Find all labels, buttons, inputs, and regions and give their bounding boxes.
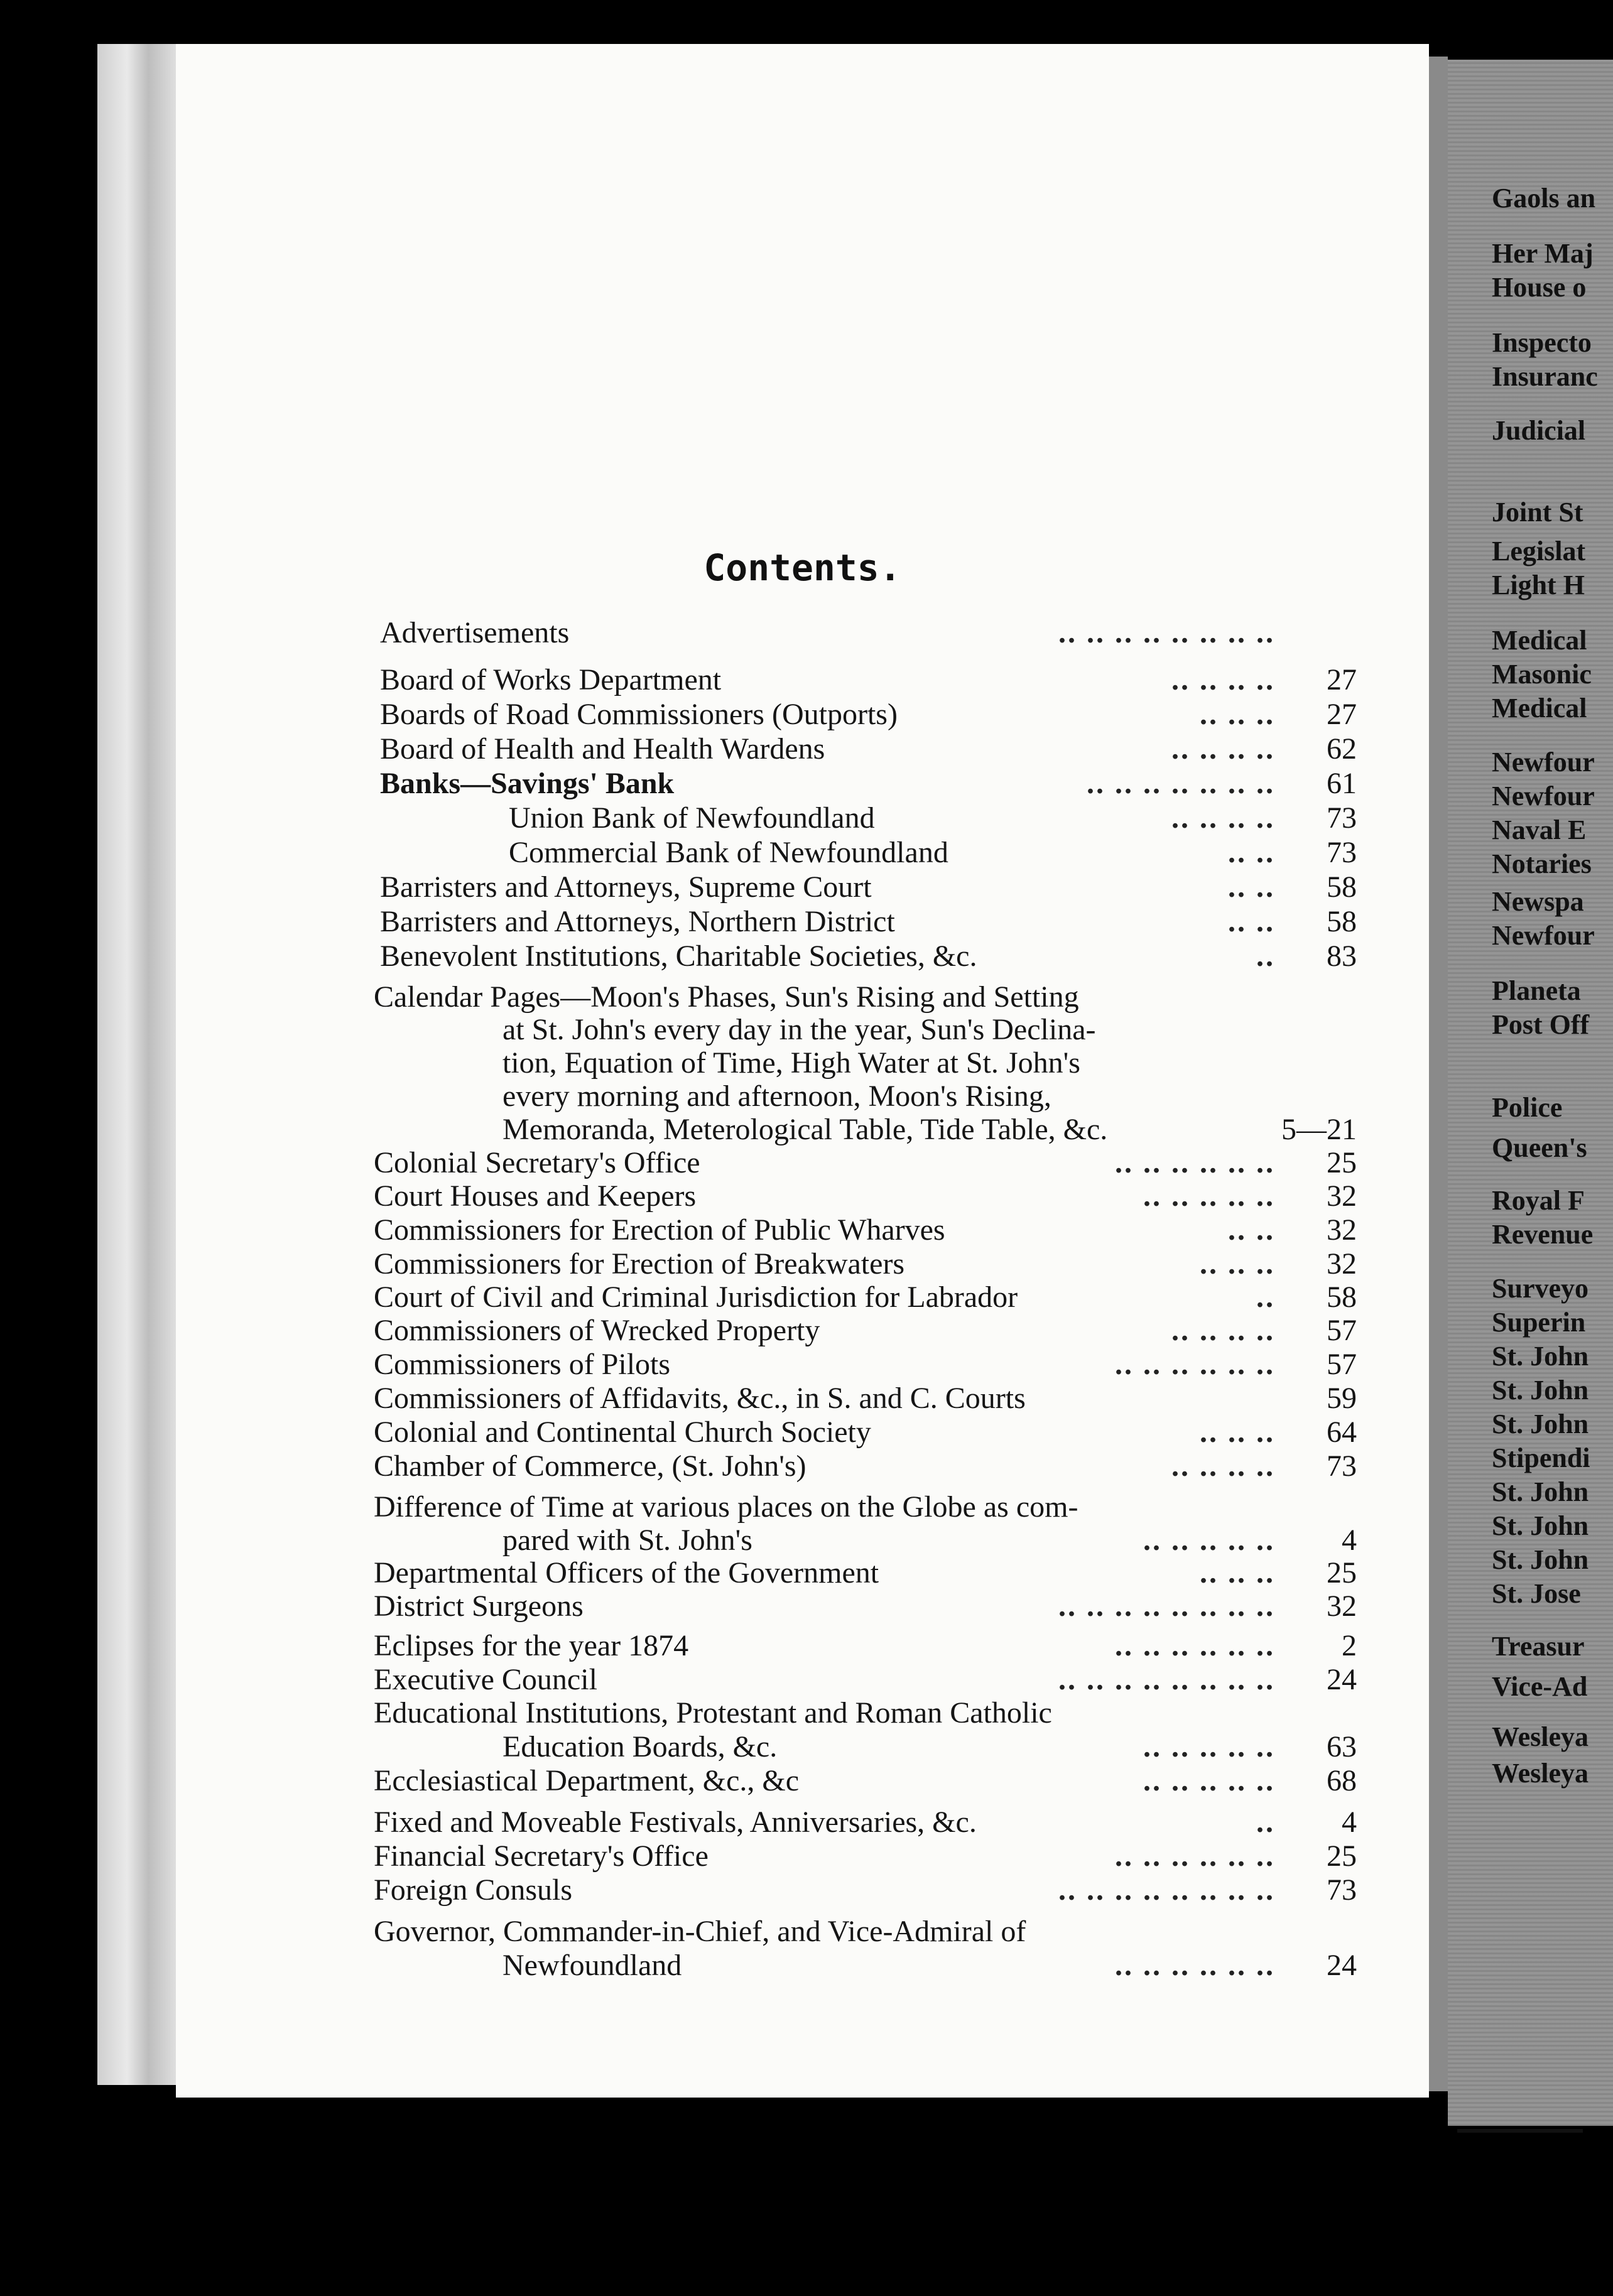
toc-page-number: 24 xyxy=(1327,1949,1357,1982)
toc-leader-dots: .. .. .. .. .. .. .. .. xyxy=(1058,1589,1275,1623)
toc-entry xyxy=(509,801,1357,836)
toc-entry xyxy=(380,939,1357,974)
toc-page-number: 59 xyxy=(1327,1382,1357,1415)
toc-entry xyxy=(374,1313,1357,1348)
toc-leader-dots: .. .. .. xyxy=(1200,1416,1275,1449)
toc-entry-title: District Surgeons xyxy=(374,1589,584,1623)
toc-entry-title: every morning and afternoon, Moon's Rising, xyxy=(502,1080,1051,1113)
toc-entry xyxy=(374,1490,1357,1525)
toc-leader-dots: .. .. .. .. xyxy=(1171,801,1275,835)
toc-entry xyxy=(374,1662,1357,1698)
facing-page-entry: Newfour xyxy=(1492,781,1595,811)
toc-entry xyxy=(374,1628,1357,1664)
toc-leader-dots: .. xyxy=(1256,940,1275,973)
toc-leader-dots: .. .. .. .. xyxy=(1171,1449,1275,1483)
toc-page-number: 73 xyxy=(1327,1873,1357,1907)
facing-page-entry: Insuranc xyxy=(1492,361,1598,392)
toc-leader-dots: .. xyxy=(1256,1281,1275,1314)
facing-page-entry: Light H xyxy=(1492,570,1585,600)
toc-entry xyxy=(380,904,1357,940)
toc-entry xyxy=(374,1347,1357,1382)
facing-page-entry: Wesleya xyxy=(1492,1721,1589,1752)
toc-page-number: 24 xyxy=(1327,1663,1357,1696)
toc-page-number: 32 xyxy=(1327,1213,1357,1247)
facing-page-entry: Revenue xyxy=(1492,1219,1594,1250)
toc-page-number: 58 xyxy=(1327,870,1357,904)
toc-leader-dots: .. .. .. xyxy=(1200,698,1275,731)
toc-leader-dots: .. .. .. .. xyxy=(1171,663,1275,696)
page-gutter-shadow xyxy=(1429,57,1448,2091)
toc-leader-dots: .. .. .. .. .. .. .. .. xyxy=(1058,1663,1275,1696)
facing-page-entry: Planeta xyxy=(1492,975,1581,1006)
toc-entry-title: Banks—Savings' Bank xyxy=(380,767,675,800)
facing-page-entry: St. John xyxy=(1492,1510,1589,1541)
toc-entry-title: Executive Council xyxy=(374,1663,597,1696)
facing-page-entry: St. John xyxy=(1492,1409,1589,1439)
toc-entry-title: Court Houses and Keepers xyxy=(374,1179,697,1213)
facing-page-entry: Queen's xyxy=(1492,1132,1587,1163)
toc-leader-dots: .. xyxy=(1256,1806,1275,1839)
toc-entry xyxy=(509,835,1357,870)
toc-entry-title: Difference of Time at various places on the Globe as com- xyxy=(374,1490,1078,1524)
facing-page-entry: Masonic xyxy=(1492,659,1592,690)
toc-page-number: 25 xyxy=(1327,1839,1357,1873)
toc-page-number: 25 xyxy=(1327,1556,1357,1589)
facing-page-entry: Newfour xyxy=(1492,920,1595,951)
toc-leader-dots: .. .. xyxy=(1228,870,1275,904)
toc-entry-title: Educational Institutions, Protestant and Roman Catholic xyxy=(374,1696,1052,1730)
toc-entry xyxy=(374,1805,1357,1840)
toc-entry xyxy=(374,1145,1357,1181)
toc-entry-title: Commissioners for Erection of Breakwaters xyxy=(374,1247,905,1281)
facing-page-entry: Notaries xyxy=(1492,848,1592,879)
toc-leader-dots: .. .. .. .. .. .. .. .. xyxy=(1058,616,1275,649)
page-title: Contents. xyxy=(703,546,901,589)
toc-page-number: 5—21 xyxy=(1281,1113,1357,1146)
toc-page-number: 57 xyxy=(1327,1348,1357,1381)
toc-leader-dots: .. .. .. xyxy=(1200,1556,1275,1589)
toc-page-number: 57 xyxy=(1327,1314,1357,1347)
toc-leader-dots: .. .. .. .. .. .. xyxy=(1115,1629,1275,1662)
facing-page-entry: Royal F xyxy=(1492,1185,1585,1216)
facing-page xyxy=(1448,60,1613,2126)
contents-page xyxy=(176,44,1429,2098)
facing-page-entry: Medical xyxy=(1492,625,1587,656)
facing-page-entry: Gaols an xyxy=(1492,183,1596,214)
toc-leader-dots: .. .. .. .. .. xyxy=(1143,1764,1275,1797)
toc-page-number: 73 xyxy=(1327,1449,1357,1483)
toc-entry-title: tion, Equation of Time, High Water at St. John's xyxy=(502,1046,1080,1080)
facing-page-entry: Her Maj xyxy=(1492,238,1594,269)
facing-page-entry: Medical xyxy=(1492,693,1587,723)
toc-page-number: 4 xyxy=(1342,1806,1357,1839)
toc-entry-title: Departmental Officers of the Government xyxy=(374,1556,879,1589)
facing-page-entry: Newspa xyxy=(1492,886,1584,917)
toc-entry-title: Financial Secretary's Office xyxy=(374,1839,709,1873)
facing-page-entry: Inspecto xyxy=(1492,327,1592,358)
toc-leader-dots: .. .. .. .. xyxy=(1171,732,1275,766)
toc-entry-title: Ecclesiastical Department, &c., &c xyxy=(374,1764,800,1797)
contents-list xyxy=(176,44,1429,2098)
toc-entry xyxy=(374,1247,1357,1282)
toc-entry-title: Memoranda, Meterological Table, Tide Table, &c. xyxy=(502,1113,1108,1146)
toc-entry xyxy=(502,1046,1357,1081)
toc-page-number: 2 xyxy=(1342,1629,1357,1662)
toc-entry xyxy=(374,1213,1357,1248)
toc-entry-title: Commissioners of Wrecked Property xyxy=(374,1314,820,1347)
toc-entry-title: Colonial and Continental Church Society xyxy=(374,1416,871,1449)
toc-page-number: 73 xyxy=(1327,801,1357,835)
toc-entry-title: at St. John's every day in the year, Sun's Declina- xyxy=(502,1013,1096,1046)
toc-page-number: 64 xyxy=(1327,1416,1357,1449)
facing-page-entry: St. John xyxy=(1492,1476,1589,1507)
toc-page-number: 73 xyxy=(1327,836,1357,869)
toc-entry-title: Boards of Road Commissioners (Outports) xyxy=(380,698,898,731)
toc-entry-title: Governor, Commander-in-Chief, and Vice-Admiral of xyxy=(374,1915,1026,1948)
toc-entry xyxy=(502,1523,1357,1558)
toc-leader-dots: .. .. .. .. xyxy=(1171,1314,1275,1347)
toc-entry xyxy=(380,663,1357,698)
toc-entry xyxy=(374,1556,1357,1591)
facing-page-entry: Post Off xyxy=(1492,1009,1590,1040)
toc-entry-title: Fixed and Moveable Festivals, Anniversaries, &c. xyxy=(374,1806,977,1839)
toc-page-number: 63 xyxy=(1327,1730,1357,1763)
toc-page-number: 58 xyxy=(1327,1281,1357,1314)
toc-leader-dots: .. .. .. xyxy=(1200,1247,1275,1281)
toc-entry-title: Commercial Bank of Newfoundland xyxy=(509,836,948,869)
facing-page-entry: Stipendi xyxy=(1492,1443,1590,1473)
toc-leader-dots: .. .. xyxy=(1228,1213,1275,1247)
toc-entry xyxy=(502,1012,1357,1048)
toc-entry xyxy=(380,766,1357,801)
toc-entry xyxy=(374,1589,1357,1624)
toc-entry xyxy=(380,615,1357,651)
toc-entry-title: Benevolent Institutions, Charitable Societies, &c. xyxy=(380,940,977,973)
facing-page-entry: Police xyxy=(1492,1092,1563,1123)
facing-page-entry: St. John xyxy=(1492,1544,1589,1575)
toc-page-number: 27 xyxy=(1327,663,1357,696)
toc-page-number: 68 xyxy=(1327,1764,1357,1797)
toc-entry xyxy=(374,1179,1357,1214)
facing-page-entry: Legislat xyxy=(1492,536,1586,566)
toc-page-number: 32 xyxy=(1327,1179,1357,1213)
toc-entry xyxy=(380,697,1357,732)
toc-page-number: 4 xyxy=(1342,1524,1357,1557)
facing-page-entry: House o xyxy=(1492,272,1587,303)
toc-entry-title: Court of Civil and Criminal Jurisdiction for Labrador xyxy=(374,1281,1018,1314)
toc-entry-title: Commissioners for Erection of Public Wharves xyxy=(374,1213,945,1247)
toc-entry xyxy=(374,1415,1357,1450)
toc-leader-dots: .. .. .. .. .. .. xyxy=(1115,1839,1275,1873)
toc-page-number: 61 xyxy=(1327,767,1357,800)
toc-page-number: 25 xyxy=(1327,1146,1357,1179)
toc-entry-title: Foreign Consuls xyxy=(374,1873,573,1907)
facing-page-entry: Treasur xyxy=(1492,1631,1585,1662)
toc-entry xyxy=(502,1112,1357,1147)
toc-entry-title: Eclipses for the year 1874 xyxy=(374,1629,689,1662)
toc-entry xyxy=(374,1914,1357,1949)
toc-entry xyxy=(374,1449,1357,1484)
toc-entry-title: Newfoundland xyxy=(502,1949,682,1982)
toc-entry-title: pared with St. John's xyxy=(502,1524,752,1557)
toc-entry xyxy=(502,1079,1357,1114)
facing-page-entry: Superin xyxy=(1492,1307,1586,1338)
toc-entry-title: Barristers and Attorneys, Northern District xyxy=(380,905,895,938)
toc-leader-dots: .. .. xyxy=(1228,905,1275,938)
toc-leader-dots: .. .. .. .. .. .. .. .. xyxy=(1058,1873,1275,1907)
toc-page-number: 27 xyxy=(1327,698,1357,731)
page-bottom-mark xyxy=(1457,2129,1583,2133)
toc-leader-dots: .. .. .. .. .. xyxy=(1143,1179,1275,1213)
facing-page-entry: Judicial xyxy=(1492,415,1586,446)
toc-entry-title: Board of Health and Health Wardens xyxy=(380,732,825,766)
toc-entry-title: Colonial Secretary's Office xyxy=(374,1146,700,1179)
toc-page-number: 62 xyxy=(1327,732,1357,766)
facing-page-entry: St. John xyxy=(1492,1375,1589,1405)
toc-leader-dots: .. .. .. .. .. .. xyxy=(1115,1348,1275,1381)
toc-entry-title: Commissioners of Affidavits, &c., in S. and C. Courts xyxy=(374,1382,1026,1415)
facing-page-entry: Wesleya xyxy=(1492,1758,1589,1789)
toc-leader-dots: .. .. .. .. .. .. xyxy=(1115,1146,1275,1179)
toc-entry xyxy=(374,1696,1357,1731)
toc-entry xyxy=(374,1839,1357,1874)
facing-page-entry: Vice-Ad xyxy=(1492,1671,1588,1702)
toc-entry-title: Education Boards, &c. xyxy=(502,1730,778,1763)
page-edge-stack xyxy=(97,44,182,2085)
toc-leader-dots: .. .. .. .. .. .. xyxy=(1115,1949,1275,1982)
toc-entry-title: Commissioners of Pilots xyxy=(374,1348,671,1381)
toc-leader-dots: .. .. .. .. .. xyxy=(1143,1730,1275,1763)
toc-leader-dots: .. .. .. .. .. xyxy=(1143,1524,1275,1557)
toc-entry xyxy=(380,732,1357,767)
toc-leader-dots: .. .. xyxy=(1228,836,1275,869)
facing-page-entry: Joint St xyxy=(1492,497,1583,528)
facing-page-entry: Surveyo xyxy=(1492,1273,1589,1304)
toc-entry-title: Calendar Pages—Moon's Phases, Sun's Rising and Setting xyxy=(374,980,1079,1014)
toc-entry-title: Chamber of Commerce, (St. John's) xyxy=(374,1449,806,1483)
toc-entry-title: Board of Works Department xyxy=(380,663,722,696)
toc-entry xyxy=(502,1730,1357,1765)
toc-entry xyxy=(502,1948,1357,1983)
toc-page-number: 58 xyxy=(1327,905,1357,938)
toc-entry-title: Union Bank of Newfoundland xyxy=(509,801,875,835)
toc-entry xyxy=(380,870,1357,905)
facing-page-entry: St. John xyxy=(1492,1341,1589,1372)
toc-page-number: 32 xyxy=(1327,1247,1357,1281)
toc-entry xyxy=(374,1763,1357,1799)
toc-page-number: 83 xyxy=(1327,940,1357,973)
toc-entry xyxy=(374,1280,1357,1315)
toc-entry xyxy=(374,1873,1357,1908)
facing-page-entry: St. Jose xyxy=(1492,1578,1581,1609)
toc-leader-dots: .. .. .. .. .. .. .. xyxy=(1087,767,1275,800)
toc-entry-title: Barristers and Attorneys, Supreme Court xyxy=(380,870,872,904)
toc-page-number: 32 xyxy=(1327,1589,1357,1623)
facing-page-entry: Naval E xyxy=(1492,815,1587,845)
toc-entry xyxy=(374,1381,1357,1416)
toc-entry-title: Advertisements xyxy=(380,616,570,649)
facing-page-entry: Newfour xyxy=(1492,747,1595,777)
toc-entry xyxy=(374,980,1357,1015)
